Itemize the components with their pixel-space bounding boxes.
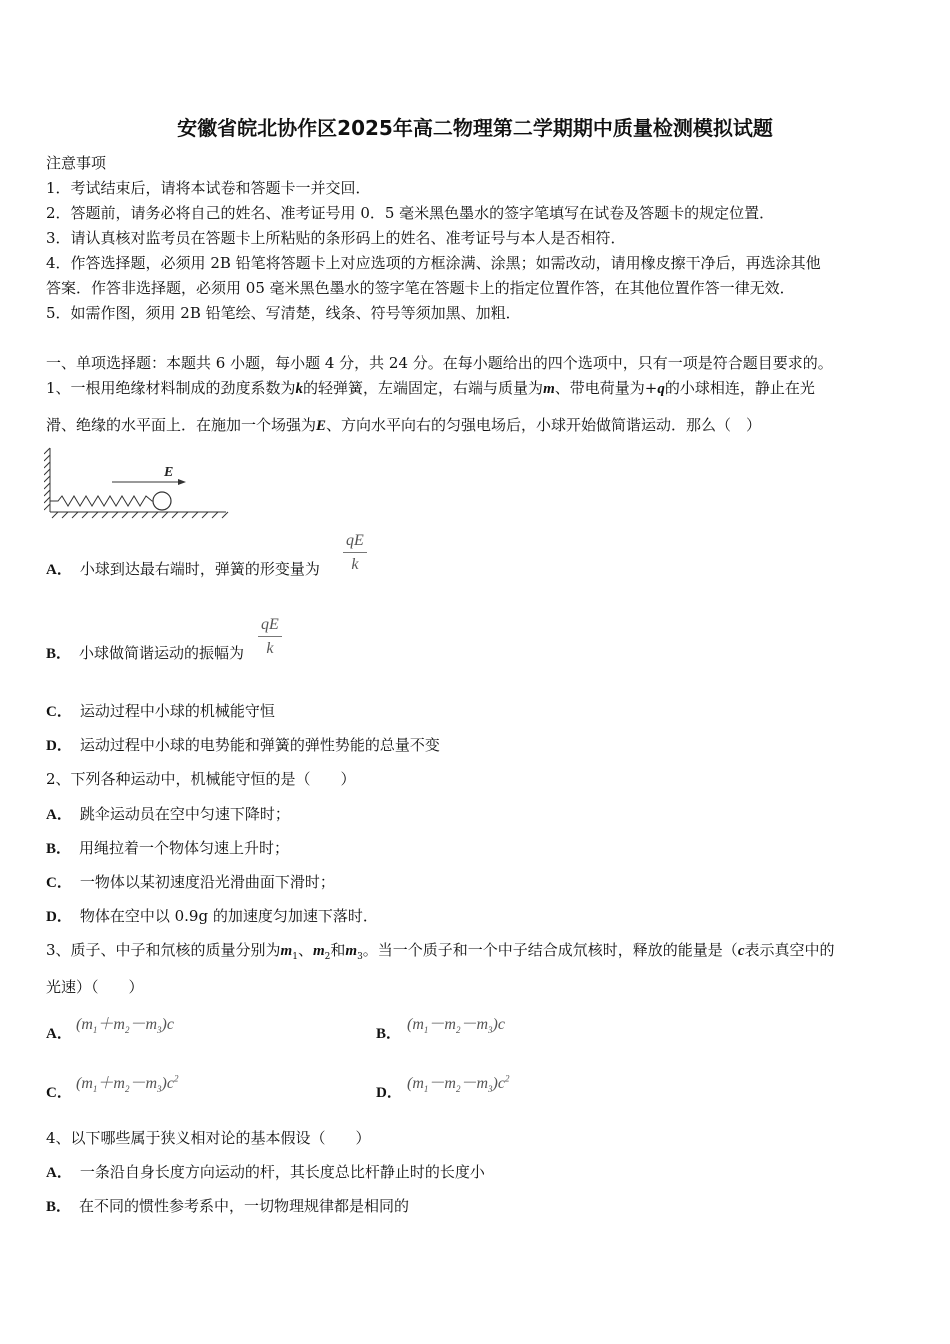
field-label: E	[164, 465, 174, 480]
section-heading: 一、单项选择题：本题共 6 小题，每小题 4 分，共 24 分。在每小题给出的四个选项中，只有一项是符合题目要求的。	[46, 354, 833, 372]
question-1-line-1: 1、一根用绝缘材料制成的劲度系数为k的轻弹簧，左端固定，右端与质量为m、带电荷量为+q的小球相连，静止在光	[46, 379, 815, 397]
question-1-line-2: 滑、绝缘的水平面上．在施加一个场强为E、方向水平向右的匀强电场后，小球开始做简谐运动．那么（ ）	[46, 416, 762, 434]
expression-m1-plus-m2-minus-m3-c-squared: $(m_1+m_2-m_3)c^2$	[76, 1073, 179, 1095]
expression-m1-minus-m2-minus-m3-c: $(m_1-m_2-m_3)c$	[407, 1016, 505, 1036]
q4-option-a[interactable]: A． 一条沿自身长度方向运动的杆，其长度总比杆静止时的长度小	[46, 1163, 485, 1181]
q4-option-b[interactable]: B． 在不同的惯性参考系中，一切物理规律都是相同的	[46, 1197, 410, 1215]
question-3-line-2: 光速）（ ）	[46, 978, 144, 996]
q3-option-b[interactable]: B．	[376, 1026, 402, 1042]
fraction-qe-over-k: $\frac{qE}{k}$	[343, 532, 367, 574]
q2-option-c[interactable]: C． 一物体以某初速度沿光滑曲面下滑时；	[46, 873, 335, 891]
spring-ball-figure	[44, 444, 230, 522]
notice-item: 5．如需作图，须用 2B 铅笔绘、写清楚，线条、符号等须加黑、加粗．	[46, 304, 521, 322]
q3-option-d[interactable]: D．	[376, 1085, 402, 1101]
q2-option-a[interactable]: A． 跳伞运动员在空中匀速下降时；	[46, 805, 290, 823]
notice-item: 2．答题前，请务必将自己的姓名、准考证号用 0．5 毫米黑色墨水的签字笔填写在试卷及答题卡的规定位置．	[46, 204, 775, 222]
notice-item: 答案．作答非选择题，必须用 05 毫米黑色墨水的签字笔在答题卡上的指定位置作答，在其他位置作答一律无效．	[46, 279, 795, 297]
page-title: 安徽省皖北协作区2025年高二物理第二学期期中质量检测模拟试题	[177, 116, 773, 140]
expression-m1-plus-m2-minus-m3-c: $(m_1+m_2-m_3)c$	[76, 1016, 174, 1036]
question-3-line-1: 3、质子、中子和氘核的质量分别为$m_1$、$m_2$和$m_3$。当一个质子和一个中子结合成氘核时，释放的能量是（c表示真空中的	[46, 941, 835, 962]
fraction-qe-over-k: $\frac{qE}{k}$	[258, 616, 282, 658]
q1-option-a[interactable]: A． 小球到达最右端时，弹簧的形变量为	[46, 560, 320, 578]
q3-option-a[interactable]: A．	[46, 1026, 72, 1042]
q1-option-b[interactable]: B． 小球做简谐运动的振幅为	[46, 644, 245, 662]
q2-option-b[interactable]: B． 用绳拉着一个物体匀速上升时；	[46, 839, 290, 857]
q1-option-c[interactable]: C． 运动过程中小球的机械能守恒	[46, 702, 275, 720]
question-2-stem: 2、下列各种运动中，机械能守恒的是（ ）	[46, 770, 356, 788]
notice-item: 4．作答选择题，必须用 2B 铅笔将答题卡上对应选项的方框涂满、涂黑；如需改动，请用橡皮擦干净后，再选涂其他	[46, 254, 821, 272]
expression-m1-minus-m2-minus-m3-c-squared: $(m_1-m_2-m_3)c^2$	[407, 1073, 510, 1095]
question-4-stem: 4、以下哪些属于狭义相对论的基本假设（ ）	[46, 1129, 371, 1147]
q2-option-d[interactable]: D． 物体在空中以 0.9g 的加速度匀加速下落时．	[46, 907, 378, 925]
q3-option-c[interactable]: C．	[46, 1085, 72, 1101]
notice-heading: 注意事项	[46, 154, 107, 172]
notice-item: 1．考试结束后，请将本试卷和答题卡一并交回．	[46, 179, 371, 197]
q1-option-d[interactable]: D． 运动过程中小球的电势能和弹簧的弹性势能的总量不变	[46, 736, 440, 754]
notice-item: 3．请认真核对监考员在答题卡上所粘贴的条形码上的姓名、准考证号与本人是否相符．	[46, 229, 626, 247]
